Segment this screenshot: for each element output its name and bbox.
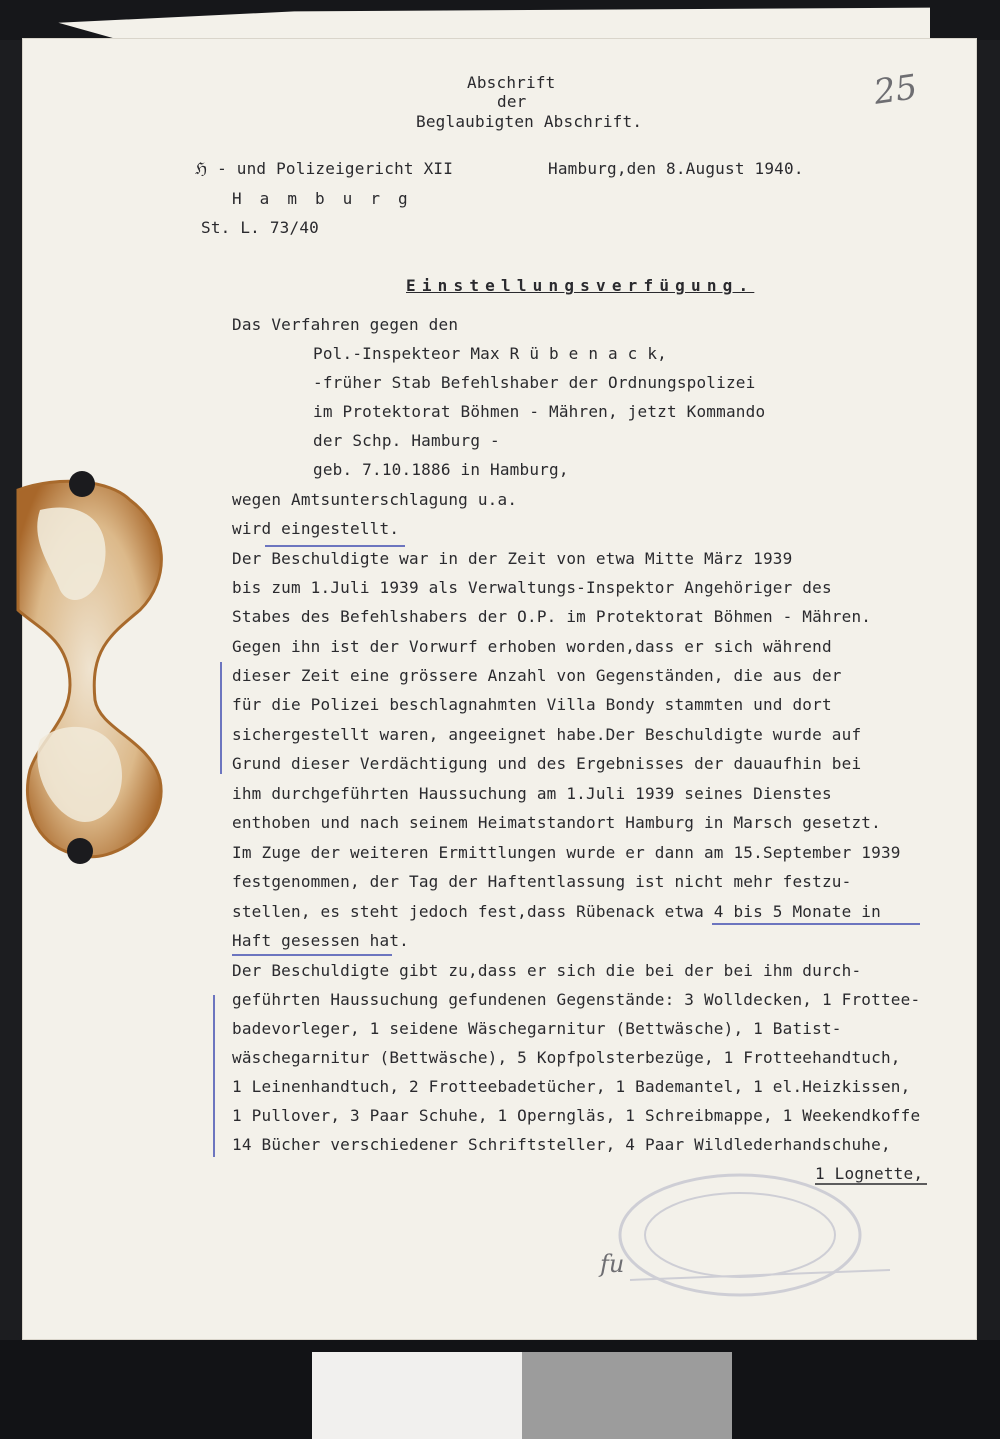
body-line: wäschegarnitur (Bettwäsche), 5 Kopfpolsterbezüge, 1 Frotteehandtuch,: [232, 1048, 901, 1067]
place-date: Hamburg,den 8.August 1940.: [548, 159, 804, 178]
body-line: stellen, es steht jedoch fest,dass Rübenack etwa 4 bis 5 Monate in: [232, 902, 881, 921]
body-line: Haft gesessen hat.: [232, 931, 409, 950]
document-title: Einstellungsverfügung.: [406, 276, 755, 295]
body-line: Der Beschuldigte gibt zu,dass er sich die bei der bei ihm durch-: [232, 961, 862, 980]
intro-line: geb. 7.10.1886 in Hamburg,: [313, 460, 569, 479]
scan-calibration-strip: [312, 1352, 732, 1439]
body-line: geführten Haussuchung gefundenen Gegenstände: 3 Wolldecken, 1 Frottee-: [232, 990, 921, 1009]
body-line: enthoben und nach seinem Heimatstandort Hamburg in Marsch gesetzt.: [232, 813, 881, 832]
intro-line: Das Verfahren gegen den: [232, 315, 459, 334]
intro-line: wegen Amtsunterschlagung u.a.: [232, 490, 518, 509]
intro-line: im Protektorat Böhmen - Mähren, jetzt Kommando: [313, 402, 766, 421]
body-line: 14 Bücher verschiedener Schriftsteller, 4 Paar Wildlederhandschuhe,: [232, 1135, 891, 1154]
body-line: für die Polizei beschlagnahmten Villa Bondy stammten und dort: [232, 695, 832, 714]
calibration-gray: [522, 1352, 732, 1439]
body-line: bis zum 1.Juli 1939 als Verwaltungs-Inspektor Angehöriger des: [232, 578, 832, 597]
intro-line: Pol.-Inspekteor Max R ü b e n a c k,: [313, 344, 667, 363]
last-list-item: 1 Lognette,: [815, 1164, 924, 1183]
paper-folded-corner: [930, 0, 977, 38]
calibration-white: [312, 1352, 522, 1439]
pen-underline: [232, 954, 392, 956]
body-line: 1 Pullover, 3 Paar Schuhe, 1 Operngläs, 1 Schreibmappe, 1 Weekendkoffe: [232, 1106, 921, 1125]
body-line: sichergestellt waren, angeeignet habe.Der Beschuldigte wurde auf: [232, 725, 862, 744]
body-line: badevorleger, 1 seidene Wäschegarnitur (Bettwäsche), 1 Batist-: [232, 1019, 842, 1038]
pen-margin-mark: [213, 995, 215, 1157]
body-line: Der Beschuldigte war in der Zeit von etwa Mitte März 1939: [232, 549, 793, 568]
handwritten-page-number: 25: [871, 67, 920, 113]
pen-underline: [265, 545, 405, 547]
city-spaced: H a m b u r g: [232, 189, 412, 208]
body-line: Gegen ihn ist der Vorwurf erhoben worden,dass er sich während: [232, 637, 832, 656]
reference-number: St. L. 73/40: [201, 218, 319, 237]
header-line-2: der: [497, 92, 527, 111]
body-line: Im Zuge der weiteren Ermittlungen wurde er dann am 15.September 1939: [232, 843, 901, 862]
body-line: Grund dieser Verdächtigung und des Ergebnisses der dauaufhin bei: [232, 754, 862, 773]
body-line: 1 Leinenhandtuch, 2 Frotteebadetücher, 1 Bademantel, 1 el.Heizkissen,: [232, 1077, 911, 1096]
pen-underline: [712, 923, 920, 925]
header-line-3: Beglaubigten Abschrift.: [416, 112, 643, 131]
body-line: ihm durchgeführten Haussuchung am 1.Juli 1939 seines Dienstes: [232, 784, 832, 803]
pen-margin-mark: [220, 662, 222, 774]
intro-line: -früher Stab Befehlshaber der Ordnungspolizei: [313, 373, 756, 392]
intro-line: der Schp. Hamburg -: [313, 431, 500, 450]
body-line: festgenommen, der Tag der Haftentlassung ist nicht mehr festzu-: [232, 872, 852, 891]
body-line: dieser Zeit eine grössere Anzahl von Gegenständen, die aus der: [232, 666, 842, 685]
court-name: ℌ - und Polizeigericht XII: [195, 159, 454, 178]
handwritten-initials: fu: [600, 1250, 625, 1278]
body-line: Stabes des Befehlshabers der O.P. im Protektorat Böhmen - Mähren.: [232, 607, 872, 626]
burn-stain-image: [0, 470, 175, 870]
intro-line: wird eingestellt.: [232, 519, 400, 538]
header-line-1: Abschrift: [467, 73, 556, 92]
ink-underline: [815, 1183, 927, 1185]
